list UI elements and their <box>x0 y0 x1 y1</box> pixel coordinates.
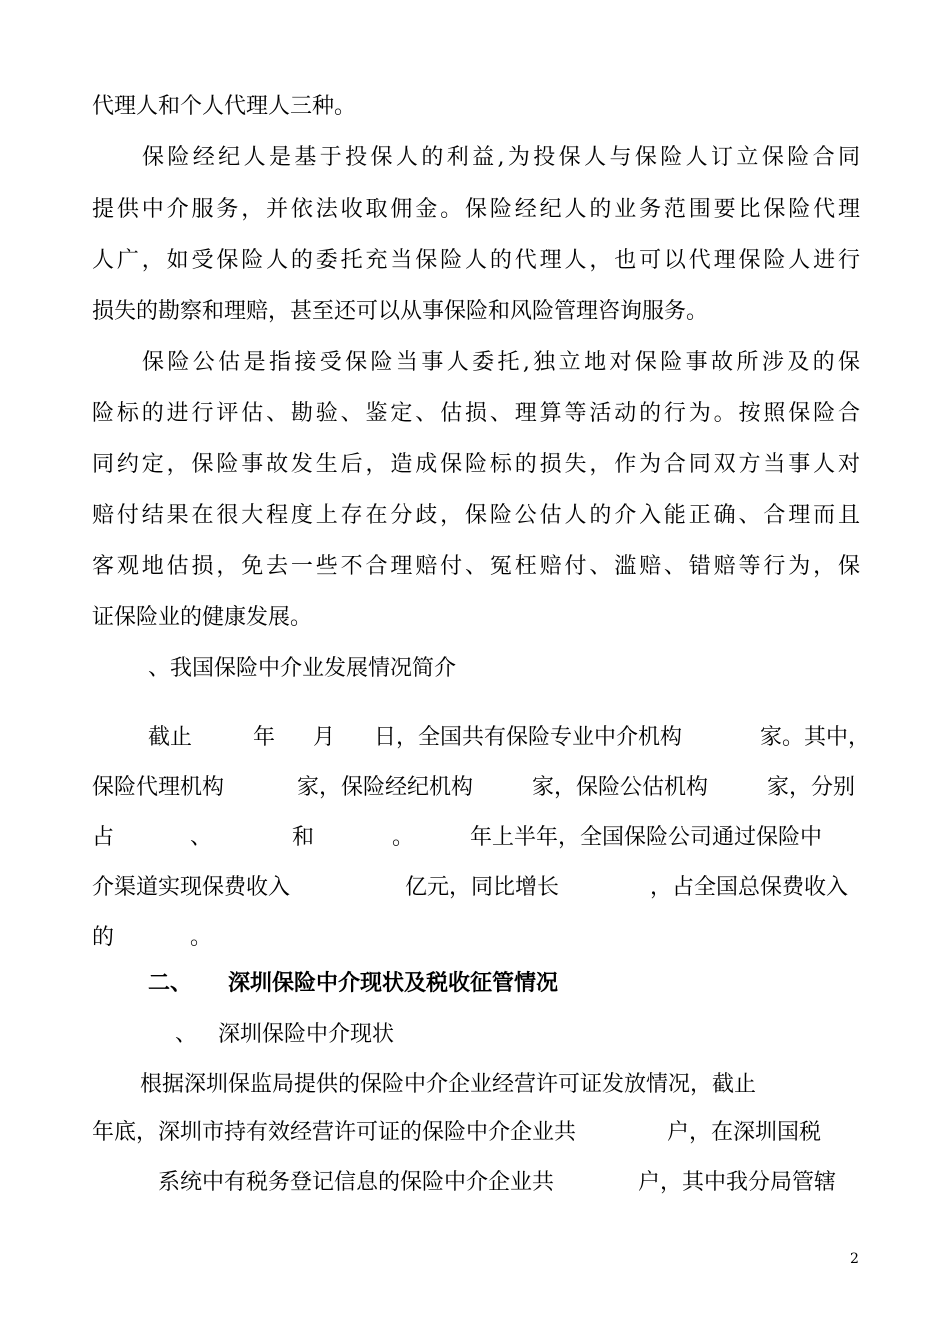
text-line: 客观地估损，免去一些不合理赔付、冤枉赔付、滥赔、错赔等行为，保 <box>92 554 863 579</box>
text-fragment: 和 <box>292 825 315 850</box>
text-line: 人广，如受保险人的委托充当保险人的代理人，也可以代理保险人进行 <box>92 248 863 273</box>
page-number: 2 <box>850 1251 859 1267</box>
text-fragment: 占 <box>92 825 115 850</box>
text-line <box>392 825 414 851</box>
text-fragment: 年底，深圳市持有效经营许可证的保险中介企业共 <box>92 1120 577 1145</box>
text-line <box>313 725 335 751</box>
section-heading <box>218 1022 394 1048</box>
text-line: 同约定，保险事故发生后，造成保险标的损失，作为合同双方当事人对 <box>92 452 863 477</box>
text-line <box>92 1120 576 1146</box>
text-fragment: 家，保险经纪机构 <box>297 775 474 800</box>
text-line: 赔付结果在很大程度上存在分歧，保险公估人的介入能正确、合理而且 <box>92 503 863 528</box>
text-fragment: 亿元，同比增长 <box>405 875 560 900</box>
text-fragment: 日，全国共有保险专业中介机构 <box>374 725 683 750</box>
text-line: 证保险业的健康发展。 <box>92 605 313 630</box>
section-number <box>175 1022 197 1048</box>
text-line <box>767 775 855 801</box>
text-line <box>638 1170 836 1196</box>
text-fragment: 、 <box>175 1022 198 1047</box>
text-line <box>405 875 559 901</box>
text-fragment: 年 <box>253 725 276 750</box>
text-line: 代理人和个人代理人三种。 <box>92 94 357 119</box>
text-line <box>760 725 870 751</box>
text-fragment: 深圳保险中介现状 <box>218 1022 395 1047</box>
text-fragment: 月 <box>313 725 336 750</box>
text-line <box>190 925 212 951</box>
text-line <box>92 925 114 951</box>
text-line <box>374 725 682 751</box>
section-heading: 、我国保险中介业发展情况简介 <box>148 656 457 681</box>
text-line: 根据深圳保监局提供的保险中介企业经营许可证发放情况，截止 <box>140 1072 757 1097</box>
text-line <box>148 725 192 751</box>
text-line <box>667 1120 821 1146</box>
text-fragment: 二、 <box>148 970 193 996</box>
text-fragment: 。 <box>190 925 213 950</box>
text-fragment: ，占全国总保费收入 <box>650 875 849 900</box>
text-line: 保险经纪人是基于投保人的利益,为投保人与保险人订立保险合同 <box>142 145 864 170</box>
text-line <box>292 825 314 851</box>
text-line <box>532 775 708 801</box>
text-fragment: 。 <box>392 825 415 850</box>
text-line: 保险公估是指接受保险当事人委托,独立地对保险事故所涉及的保 <box>142 350 864 375</box>
text-line <box>470 825 822 851</box>
text-fragment: 、 <box>190 825 213 850</box>
text-line <box>253 725 275 751</box>
text-line <box>92 825 114 851</box>
text-fragment: 介渠道实现保费收入 <box>92 875 291 900</box>
text-fragment: 家，保险公估机构 <box>532 775 709 800</box>
text-line <box>297 775 473 801</box>
text-line <box>190 825 212 851</box>
chapter-title <box>228 970 558 996</box>
text-line <box>92 775 224 801</box>
text-line <box>650 875 848 901</box>
text-fragment: 家，分别 <box>767 775 856 800</box>
text-fragment: 户，在深圳国税 <box>667 1120 822 1145</box>
text-line: 损失的勘察和理赔，甚至还可以从事保险和风险管理咨询服务。 <box>92 299 709 324</box>
text-fragment: 保险代理机构 <box>92 775 225 800</box>
text-fragment: 年上半年，全国保险公司通过保险中 <box>470 825 823 850</box>
text-fragment: 截止 <box>148 725 193 750</box>
text-fragment: 系统中有税务登记信息的保险中介企业共 <box>158 1170 555 1195</box>
chapter-number <box>148 970 192 996</box>
text-line <box>158 1170 554 1196</box>
text-fragment: 深圳保险中介现状及税收征管情况 <box>228 970 559 996</box>
text-fragment: 家。其中， <box>760 725 871 750</box>
text-fragment: 的 <box>92 925 115 950</box>
text-line <box>92 875 290 901</box>
text-line: 险标的进行评估、勘验、鉴定、估损、理算等活动的行为。按照保险合 <box>92 401 863 426</box>
text-line: 提供中介服务，并依法收取佣金。保险经纪人的业务范围要比保险代理 <box>92 197 863 222</box>
text-fragment: 户，其中我分局管辖 <box>638 1170 837 1195</box>
